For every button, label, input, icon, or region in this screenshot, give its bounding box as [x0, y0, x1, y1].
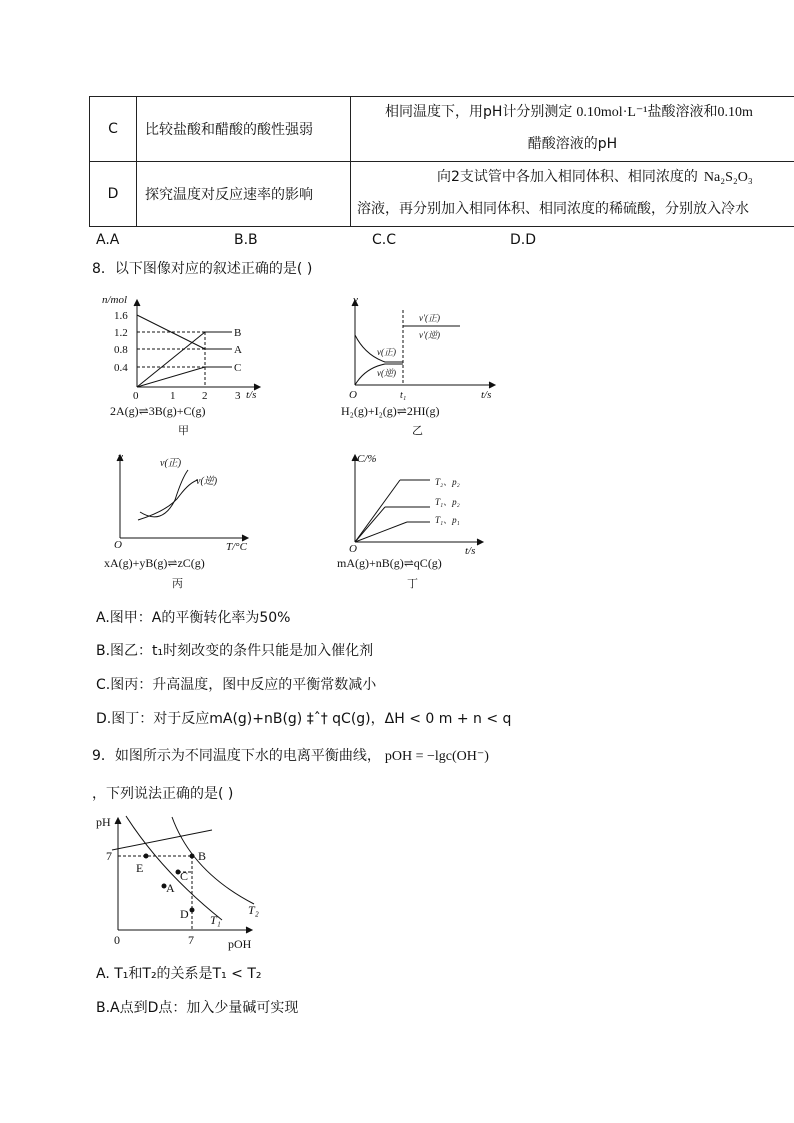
y-axis-label: n/mol [102, 294, 128, 306]
row-purpose: 比较盐酸和醋酸的酸性强弱 [137, 97, 351, 162]
q9-option-a[interactable]: A. T₁和T₂的关系是T₁ < T₂ [96, 966, 262, 982]
option-c[interactable]: C.C [372, 232, 397, 248]
curve-label: T₂、p₂ [435, 477, 460, 487]
method-text: 溶液，再分别加入相同体积、相同浓度的稀硫酸，分别放入冷水 [357, 201, 749, 217]
curve-label-b: B [234, 327, 242, 339]
table-row [90, 162, 794, 227]
origin-label: O [349, 543, 357, 555]
caption: 乙 [412, 425, 423, 437]
method-math: Na₂S₂O₃ [703, 170, 753, 185]
y-tick: 0.4 [114, 362, 128, 374]
point-label-e: E [136, 861, 144, 875]
row-label: C [90, 97, 137, 162]
table-row [90, 97, 794, 162]
curve-label-t2: T₂ [248, 903, 259, 917]
origin-label: O [114, 539, 122, 551]
caption: 丙 [172, 578, 183, 590]
question-9-stem-cont: ，下列说法正确的是( ) [92, 786, 234, 802]
curve-label-a: A [234, 344, 242, 356]
curve-label: T₁、p₂ [435, 497, 460, 507]
point-label-b: B [198, 849, 207, 863]
curve-label: T₁、p₁ [435, 515, 460, 525]
caption: 丁 [407, 578, 418, 590]
point-label-a: A [166, 881, 175, 895]
method-text: 相同温度下，用pH计分别测定 [385, 104, 573, 120]
x-axis-label: t/s [481, 389, 492, 401]
q8-option-a[interactable]: A.图甲：A的平衡转化率为50% [96, 610, 291, 626]
x-tick: 2 [202, 390, 208, 402]
x-tick: 3 [235, 390, 241, 402]
x-axis-label: t/s [246, 389, 257, 401]
x-tick: 0 [133, 390, 139, 402]
method-text: 醋酸溶液的pH [527, 136, 618, 152]
q8-option-c[interactable]: C.图丙：升高温度，图中反应的平衡常数减小 [96, 677, 377, 693]
row-method [351, 162, 794, 227]
option-d[interactable]: D.D [510, 232, 537, 248]
t1-label: t₁ [400, 390, 407, 401]
curve-label: v(正) [377, 347, 396, 357]
row-method [351, 97, 794, 162]
graph-yi [335, 290, 510, 440]
curve-label: v(正) [160, 458, 182, 469]
curve-label: v(逆) [196, 476, 218, 487]
q9-option-b[interactable]: B.A点到D点：加入少量碱可实现 [96, 1000, 299, 1016]
origin-label: O [349, 389, 357, 401]
question-9-stem [92, 745, 489, 765]
graph-bing [100, 450, 275, 600]
equation: H₂(g)+I₂(g)⇌2HI(g) [341, 404, 440, 418]
graph-jia [100, 290, 275, 440]
y-axis-label: v [118, 451, 123, 463]
origin-label: 0 [114, 933, 120, 947]
y-tick: 0.8 [114, 344, 128, 356]
graph-ding [335, 450, 510, 600]
equation: mA(g)+nB(g)⇌qC(g) [337, 556, 442, 570]
point-label-d: D [180, 907, 189, 921]
experiment-table [89, 96, 794, 227]
x-axis-label: t/s [465, 545, 476, 557]
y-axis-label: v [353, 294, 358, 306]
y-axis-label: C/% [357, 453, 377, 465]
equation: xA(g)+yB(g)⇌zC(g) [104, 556, 205, 570]
equation: 2A(g)⇌3B(g)+C(g) [110, 404, 206, 418]
row-purpose: 探究温度对反应速率的影响 [137, 162, 351, 227]
curve-label: v′(正) [419, 313, 440, 323]
caption: 甲 [178, 425, 189, 437]
question-8-stem: 8．以下图像对应的叙述正确的是( ) [92, 261, 313, 277]
method-text: 向2支试管中各加入相同体积、相同浓度的 [437, 169, 698, 185]
y-tick: 1.6 [114, 310, 128, 322]
x-axis-label: pOH [228, 937, 252, 951]
curve-label: v(逆) [377, 368, 396, 378]
curve-label-c: C [234, 362, 242, 374]
y-tick: 1.2 [114, 327, 128, 339]
tick-x: 7 [188, 933, 194, 947]
method-math: 0.10mol·L⁻¹盐酸溶液和0.10m [576, 105, 753, 120]
q8-option-b[interactable]: B.图乙：t₁时刻改变的条件只能是加入催化剂 [96, 643, 374, 659]
curve-label: v′(逆) [419, 330, 440, 340]
tick-y: 7 [106, 849, 112, 863]
x-axis-label: T/°C [226, 541, 247, 553]
curve-label-t1: T₁ [210, 913, 221, 927]
q8-option-d[interactable]: D.图丁：对于反应mA(g)+nB(g) ‡ˆ† qC(g)，ΔH < 0 m + n < q [96, 711, 512, 727]
y-axis-label: pH [96, 815, 111, 829]
option-b[interactable]: B.B [234, 232, 258, 248]
x-tick: 1 [170, 390, 176, 402]
option-a[interactable]: A.A [96, 232, 120, 248]
stem-math: pOH = −lgc(OH⁻) [384, 749, 489, 764]
row-label: D [90, 162, 137, 227]
stem-text: 9．如图所示为不同温度下水的电离平衡曲线， [92, 748, 381, 764]
graph-q9 [92, 812, 272, 954]
point-label-c: C [180, 869, 189, 883]
